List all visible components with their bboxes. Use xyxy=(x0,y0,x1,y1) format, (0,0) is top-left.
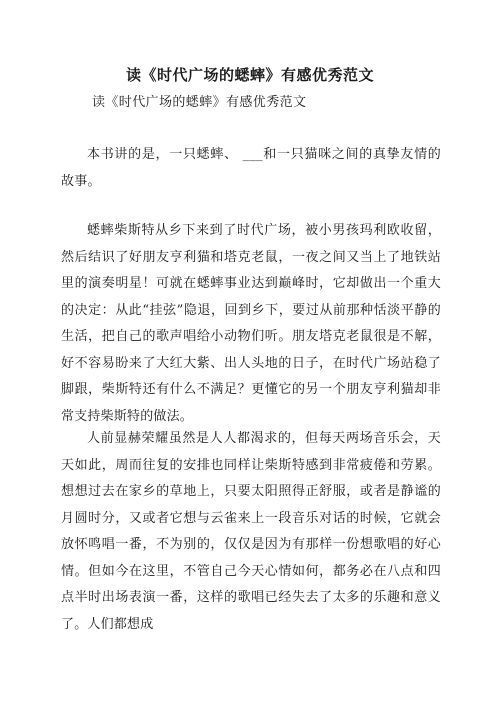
document-subtitle: 读《时代广场的蟋蟀》有感优秀范文 xyxy=(92,95,307,110)
document-title: 读《时代广场的蟋蟀》有感优秀范文 xyxy=(125,66,374,84)
paragraph-reflection: 人前显赫荣耀虽然是人人都渴求的，但每天两场音乐会，天天如此，周而往复的安排也同样让柴斯特感到非常疲倦和劳累。想想过去在家乡的草地上，只要太阳照得正舒服，或者是静谧的月圆时分，又或者它想与云雀来上一段音乐对话的时候，它就会放怀鸣唱一番，不为别的，仅仅是因为有那样一份想歌唱的好心情。但如今在这里，不管自己今天心情如何，都务必在八点和四点半时出场表演一番，这样的歌唱已经失去了太多的乐趣和意义了。人们都想成 xyxy=(61,431,441,632)
paragraph-intro: 本书讲的是，一只蟋蟀、 ___和一只猫咪之间的真挚友情的故事。 xyxy=(61,147,441,189)
paragraph-story: 蟋蟀柴斯特从乡下来到了时代广场，被小男孩玛利欧收留，然后结识了好朋友亨利猫和塔克老鼠，一夜之间又当上了地铁站里的演奏明星！可就在蟋蟀事业达到巅峰时，它却做出一个重大的决定：从此“挂弦”隐退，回到乡下，要过从前那种恬淡平静的生活，把自己的歌声唱给小动物们听。朋友塔克老鼠很是不解，好不容易盼来了大红大紫、出人头地的日子，在时代广场站稳了脚跟，柴斯特还有什么不满足？更懂它的另一个朋友亨利猫却非常支持柴斯特的做法。 xyxy=(61,223,441,424)
